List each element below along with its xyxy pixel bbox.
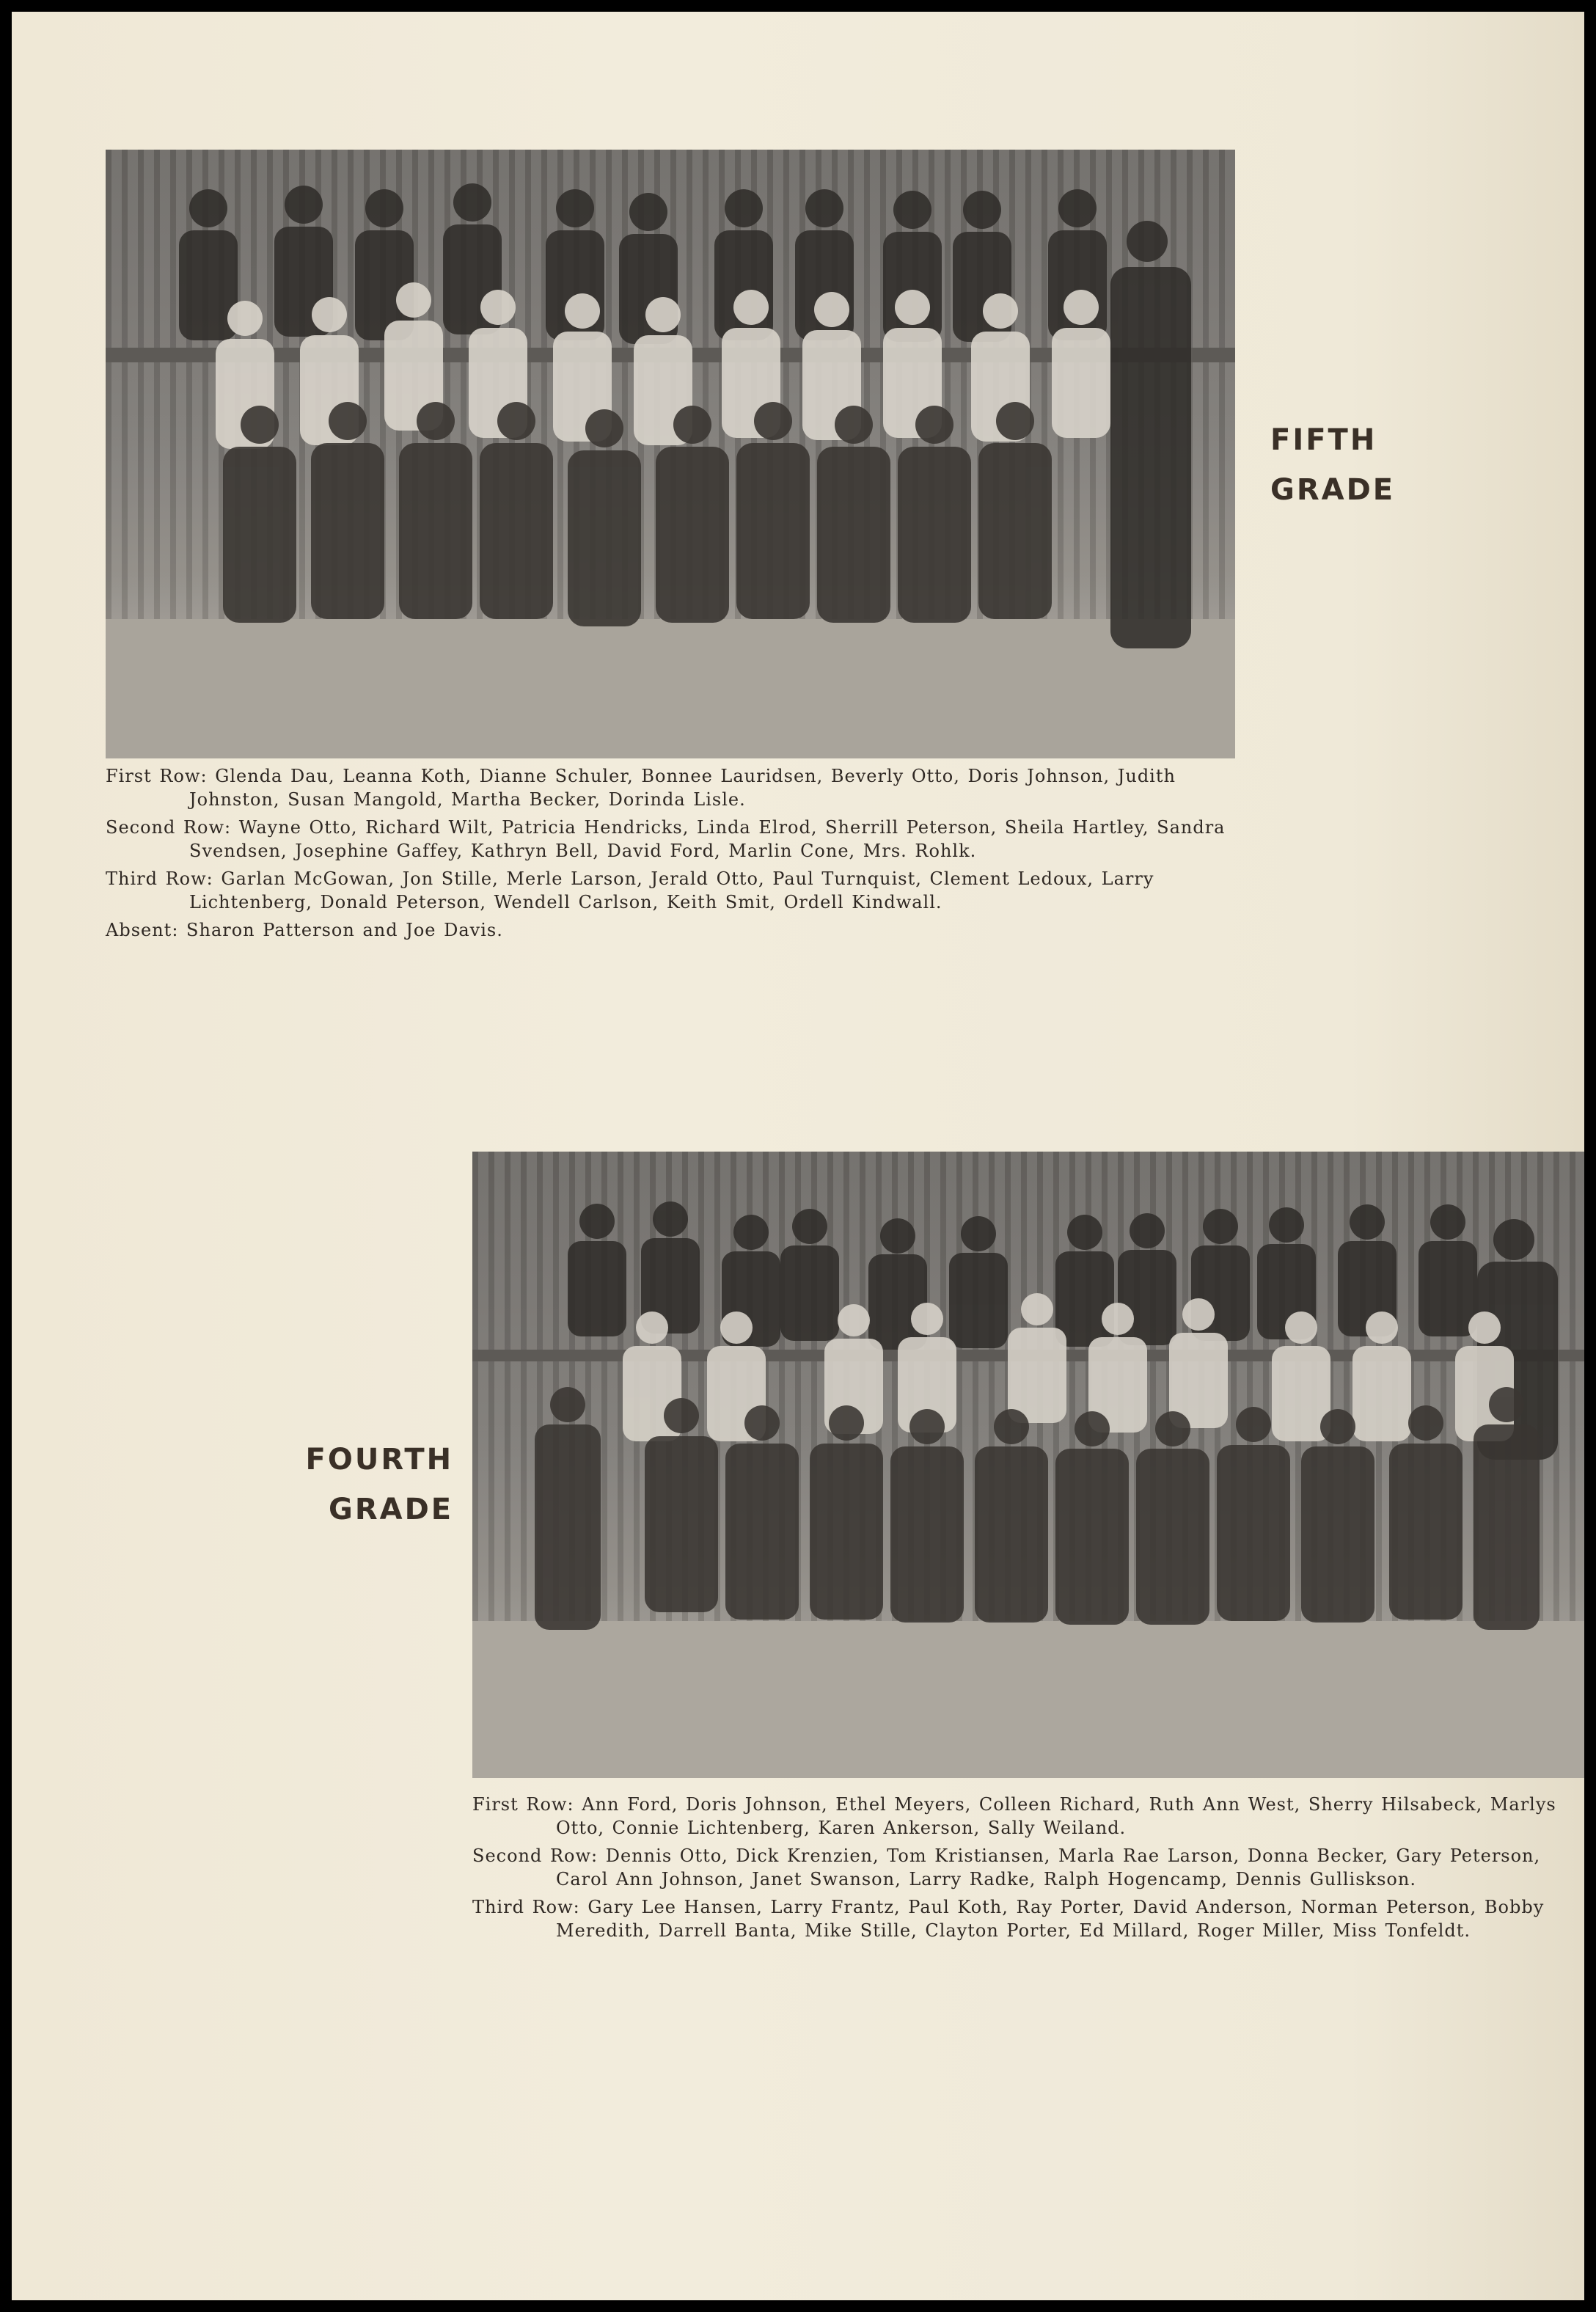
fourth-third-row [472, 1895, 1584, 1942]
fourth-grade-title [305, 1435, 453, 1534]
row-label: First Row: [106, 766, 208, 786]
row-names: Glenda Dau, Leanna Koth, Dianne Schuler, Bonnee Lauridsen, Beverly Otto, Doris Johnson, Judith Johnston, Susan Mangold, Martha Becker, Dorinda Lisle. [189, 766, 1176, 810]
row-names: Garlan McGowan, Jon Stille, Merle Larson, Jerald Otto, Paul Turnquist, Clement Ledoux, Larry Lichtenberg, Donald Peterson, Wendell Carlson, Keith Smit, Ordell Kindwall. [189, 868, 1154, 912]
yearbook-page [12, 12, 1584, 2300]
row-names: Ann Ford, Doris Johnson, Ethel Meyers, Colleen Richard, Ruth Ann West, Sherry Hilsabeck, Marlys Otto, Connie Lichtenberg, Karen Ankerson, Sally Weiland. [556, 1794, 1556, 1838]
row-names: Sharon Patterson and Joe Davis. [186, 920, 503, 940]
fourth-second-row [472, 1844, 1584, 1891]
fourth-grade-title-line1: FOURTH [305, 1443, 454, 1477]
fifth-second-row [106, 816, 1250, 863]
row-label: First Row: [472, 1794, 574, 1815]
fourth-grade-title-line2: GRADE [329, 1493, 454, 1526]
fifth-grade-title [1270, 415, 1395, 515]
fifth-first-row [106, 764, 1250, 811]
row-names: Gary Lee Hansen, Larry Frantz, Paul Koth, Ray Porter, David Anderson, Norman Peterson, Bobby Meredith, Darrell Banta, Mike Stille, Clayton Porter, Ed Millard, Roger Miller, Miss Tonfeldt. [556, 1897, 1545, 1941]
fourth-grade-photo [472, 1152, 1584, 1778]
fifth-grade-title-line2: GRADE [1270, 473, 1396, 507]
fifth-grade-photo-image [106, 150, 1235, 758]
row-label: Second Row: [472, 1845, 598, 1866]
fourth-first-row [472, 1793, 1584, 1840]
fifth-grade-photo [106, 150, 1235, 758]
row-label: Second Row: [106, 817, 232, 838]
fourth-grade-caption [472, 1793, 1584, 1947]
fifth-grade-caption [106, 764, 1250, 946]
fourth-grade-photo-image [472, 1152, 1584, 1778]
row-label: Third Row: [472, 1897, 580, 1917]
row-label: Third Row: [106, 868, 213, 889]
fifth-third-row [106, 867, 1250, 914]
row-label: Absent: [106, 920, 179, 940]
row-names: Wayne Otto, Richard Wilt, Patricia Hendricks, Linda Elrod, Sherrill Peterson, Sheila Hartley, Sandra Svendsen, Josephine Gaffey, Kathryn Bell, David Ford, Marlin Cone, Mrs. Rohlk. [189, 817, 1226, 861]
fifth-grade-title-line1: FIFTH [1270, 423, 1377, 457]
row-names: Dennis Otto, Dick Krenzien, Tom Kristiansen, Marla Rae Larson, Donna Becker, Gary Peterson, Carol Ann Johnson, Janet Swanson, Larry Radke, Ralph Hogencamp, Dennis Gulliskson. [556, 1845, 1541, 1890]
fifth-absent [106, 918, 1250, 942]
